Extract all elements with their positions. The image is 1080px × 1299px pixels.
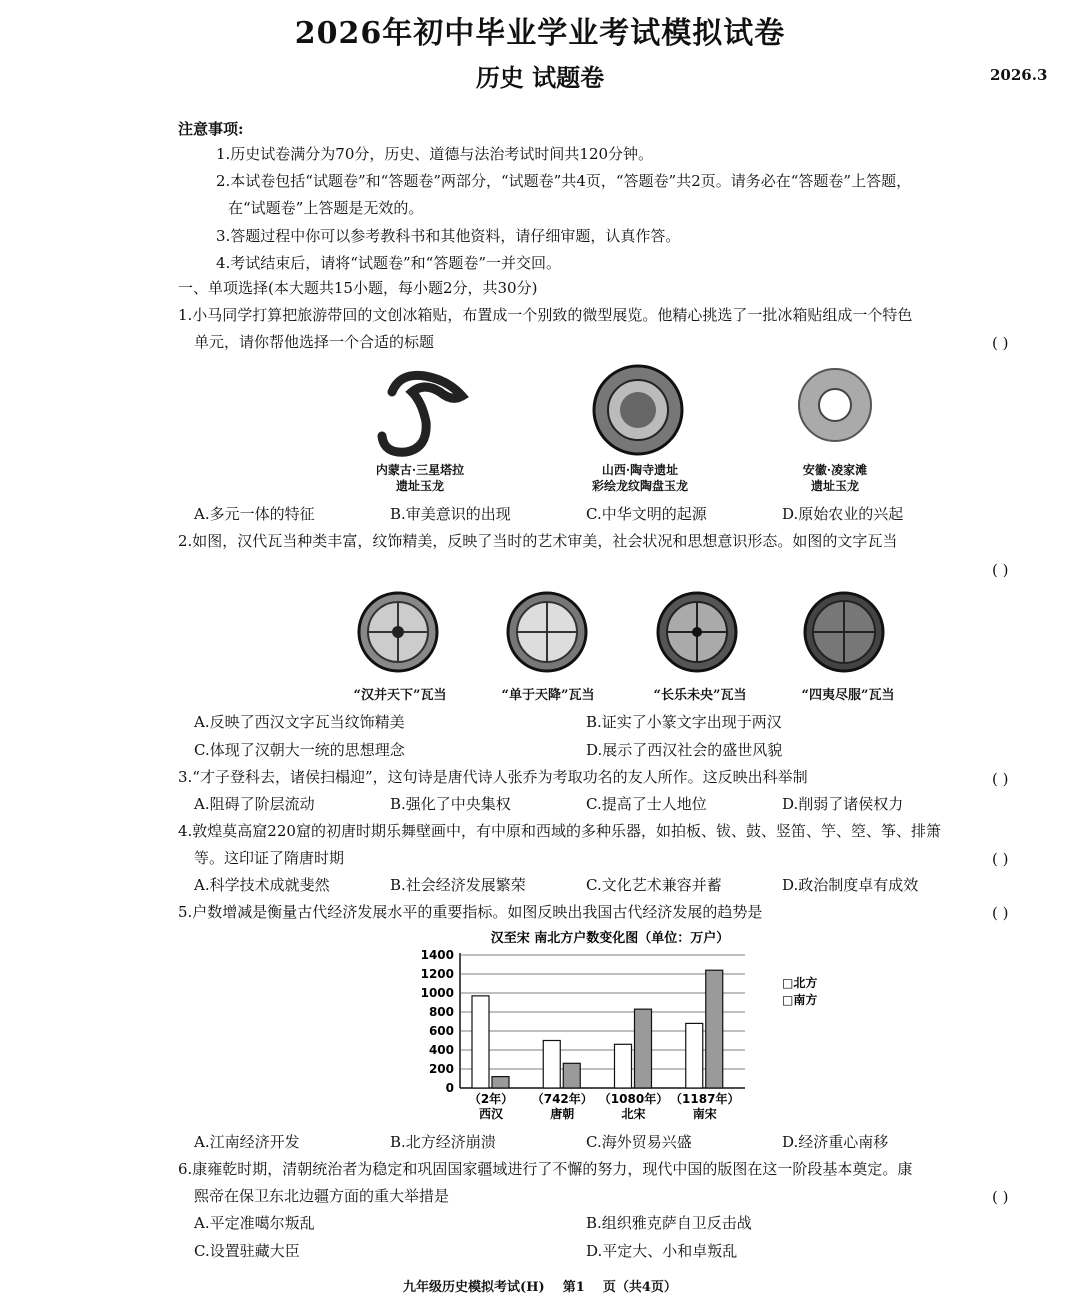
note-item: 4.考试结束后，请将“试题卷”和“答题卷”一并交回。	[216, 254, 561, 272]
y-tick-label: 1000	[420, 986, 454, 1000]
bar-南方-北宋	[635, 1009, 652, 1088]
image-caption: “长乐未央”瓦当	[653, 688, 747, 703]
question-1-stem-cont: 单元，请你帮他选择一个合适的标题	[194, 333, 435, 351]
option-b: B.强化了中央集权	[390, 795, 511, 813]
option-c: C.中华文明的起源	[586, 505, 707, 523]
image-caption: 安徽·凌家滩 遗址玉龙	[802, 463, 868, 493]
y-tick-label: 800	[428, 1005, 454, 1019]
y-tick-label: 200	[428, 1062, 454, 1076]
option-a: A.反映了西汉文字瓦当纹饰精美	[194, 713, 405, 731]
legend-entry: □北方	[782, 976, 818, 990]
tile-end-chanyu-image	[505, 590, 589, 674]
exam-subtitle: 历史 试题卷	[475, 63, 605, 92]
image-caption: “四夷尽服”瓦当	[801, 688, 895, 703]
note-item: 在“试题卷”上答题是无效的。	[228, 199, 424, 217]
bar-北方-南宋	[686, 1023, 703, 1088]
chart-bars	[472, 970, 723, 1088]
image-caption: 山西·陶寺遗址 彩绘龙纹陶盘玉龙	[591, 463, 688, 493]
image-caption: 内蒙古·三星塔拉 遗址玉龙	[375, 463, 465, 493]
section-heading: 一、单项选择(本大题共15小题，每小题2分，共30分)	[178, 279, 538, 297]
answer-bracket: ( )	[992, 1188, 1009, 1206]
option-d: D.平定大、小和卓叛乱	[586, 1242, 738, 1260]
x-tick-year: （1187年）	[670, 1092, 740, 1106]
option-b: B.北方经济崩溃	[390, 1133, 496, 1151]
option-d: D.原始农业的兴起	[782, 505, 904, 523]
tile-end-hanbing-image	[356, 590, 440, 674]
answer-bracket: ( )	[992, 850, 1009, 868]
option-b: B.证实了小篆文字出现于两汉	[586, 713, 782, 731]
option-c: C.文化艺术兼容并蓄	[586, 876, 722, 894]
option-a: A.平定准噶尔叛乱	[194, 1214, 315, 1232]
y-tick-label: 1200	[420, 967, 454, 981]
image-caption: “单于天降”瓦当	[501, 688, 595, 703]
exam-title: 2026年初中毕业学业考试模拟试卷	[294, 16, 786, 51]
page-footer: 九年级历史模拟考试(H) 第1 页（共4页）	[403, 1280, 677, 1295]
option-d: D.展示了西汉社会的盛世风貌	[586, 741, 783, 759]
jade-dragon-lingjiatan-image	[795, 365, 875, 445]
note-item: 2.本试卷包括“试题卷”和“答题卷”两部分，“试题卷”共4页，“答题卷”共2页。请务必在“答题卷”上答题，	[216, 172, 912, 190]
x-tick-dynasty: 唐朝	[550, 1107, 575, 1121]
option-c: C.提高了士人地位	[586, 795, 707, 813]
y-tick-label: 600	[428, 1024, 454, 1038]
x-tick-dynasty: 北宋	[621, 1107, 646, 1121]
option-c: C.设置驻藏大臣	[194, 1242, 300, 1260]
option-c: C.海外贸易兴盛	[586, 1133, 692, 1151]
chart-title: 汉至宋 南北方户数变化图（单位：万户）	[490, 931, 730, 946]
question-4-stem: 4.敦煌莫高窟220窟的初唐时期乐舞壁画中，有中原和西域的多种乐器，如拍板、钹、鼓、竖笛、竽、箜、筝、排箫	[178, 822, 941, 840]
bar-南方-唐朝	[563, 1063, 580, 1088]
jade-dragon-sanxingtala-image	[370, 362, 480, 462]
x-tick-dynasty: 南宋	[692, 1107, 717, 1121]
x-tick-year: （742年）	[531, 1092, 593, 1106]
note-item: 1.历史试卷满分为70分，历史、道德与法治考试时间共120分钟。	[216, 145, 654, 163]
legend-entry: □南方	[782, 993, 818, 1007]
option-a: A.科学技术成就斐然	[194, 876, 330, 894]
household-bar-chart	[400, 925, 860, 1133]
x-axis-labels	[469, 1091, 740, 1121]
notes-heading: 注意事项:	[178, 120, 244, 138]
answer-bracket: ( )	[992, 561, 1009, 579]
option-d: D.经济重心南移	[782, 1133, 889, 1151]
option-a: A.多元一体的特征	[194, 505, 315, 523]
option-c: C.体现了汉朝大一统的思想理念	[194, 741, 405, 759]
question-6-stem-cont: 熙帝在保卫东北边疆方面的重大举措是	[194, 1187, 450, 1205]
question-6-stem: 6.康雍乾时期，清朝统治者为稳定和巩固国家疆域进行了不懈的努力，现代中国的版图在这一阶段基本奠定。康	[178, 1160, 913, 1178]
option-b: B.组织雅克萨自卫反击战	[586, 1214, 752, 1232]
tile-end-changle-image	[655, 590, 739, 674]
bar-北方-西汉	[472, 996, 489, 1088]
question-1-stem: 1.小马同学打算把旅游带回的文创冰箱贴，布置成一个别致的微型展览。他精心挑选了一批冰箱贴组成一个特色	[178, 306, 913, 324]
exam-date: 2026.3	[990, 66, 1048, 84]
note-item: 3.答题过程中你可以参考教科书和其他资料，请仔细审题，认真作答。	[216, 227, 681, 245]
answer-bracket: ( )	[992, 904, 1009, 922]
bar-南方-西汉	[492, 1077, 509, 1088]
chart-legend	[782, 975, 817, 1007]
option-b: B.审美意识的出现	[390, 505, 511, 523]
x-tick-year: （2年）	[468, 1092, 514, 1106]
x-tick-year: （1080年）	[598, 1092, 669, 1106]
bar-北方-唐朝	[543, 1041, 560, 1089]
y-tick-label: 400	[428, 1043, 454, 1057]
y-tick-label: 1400	[420, 948, 454, 962]
option-b: B.社会经济发展繁荣	[390, 876, 526, 894]
option-d: D.削弱了诸侯权力	[782, 795, 904, 813]
question-3-stem: 3.“才子登科去，诸侯扫榻迎”，这句诗是唐代诗人张乔为考取功名的友人所作。这反映出科举制	[178, 768, 808, 786]
painted-dragon-plate-image	[590, 362, 690, 458]
question-2-stem: 2.如图，汉代瓦当种类丰富，纹饰精美，反映了当时的艺术审美，社会状况和思想意识形态。如图的文字瓦当	[178, 532, 898, 550]
answer-bracket: ( )	[992, 770, 1009, 788]
answer-bracket: ( )	[992, 334, 1009, 352]
option-a: A.江南经济开发	[194, 1133, 300, 1151]
tile-end-siyi-image	[802, 590, 886, 674]
option-d: D.政治制度卓有成效	[782, 876, 919, 894]
x-tick-dynasty: 西汉	[478, 1107, 504, 1121]
question-5-stem: 5.户数增减是衡量古代经济发展水平的重要指标。如图反映出我国古代经济发展的趋势是	[178, 903, 763, 921]
bar-北方-北宋	[615, 1044, 632, 1088]
bar-南方-南宋	[706, 970, 723, 1088]
question-4-stem-cont: 等。这印证了隋唐时期	[194, 849, 345, 867]
option-a: A.阻碍了阶层流动	[194, 795, 315, 813]
y-tick-label: 0	[445, 1081, 454, 1095]
image-caption: “汉并天下”瓦当	[353, 688, 447, 703]
